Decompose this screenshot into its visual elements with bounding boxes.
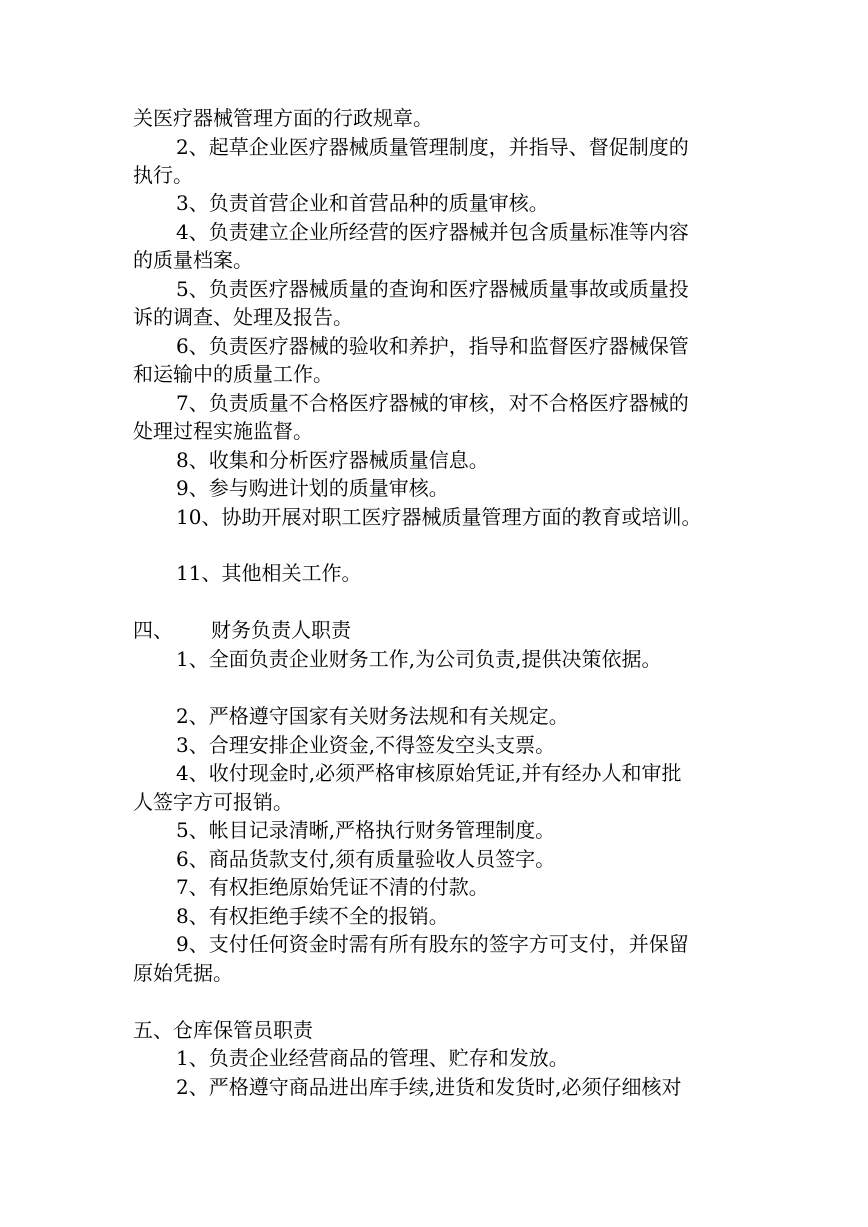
section3-item7-line2: 处理过程实施监督。 [133,419,313,443]
section3-item2-line1: 2、起草企业医疗器械质量管理制度，并指导、督促制度的 [176,135,689,159]
section4-item3: 3、合理安排企业资金,不得签发空头支票。 [176,733,556,757]
section3-item4-line1: 4、负责建立企业所经营的医疗器械并包含质量标准等内容 [176,220,689,244]
section3-item6-line1: 6、负责医疗器械的验收和养护，指导和监督医疗器械保管 [176,334,689,358]
section4-item1: 1、全面负责企业财务工作,为公司负责,提供决策依据。 [176,647,662,671]
section4-item7: 7、有权拒绝原始凭证不清的付款。 [176,875,489,899]
section5-item1: 1、负责企业经营商品的管理、贮存和发放。 [176,1046,569,1070]
section4-item4-line1: 4、收付现金时,必须严格审核原始凭证,并有经办人和审批 [176,761,682,785]
section3-item3: 3、负责首营企业和首营品种的质量审核。 [176,191,549,215]
section4-title: 财务负责人职责 [211,618,351,642]
section3-item11: 11、其他相关工作。 [176,561,362,585]
section3-item2-line2: 执行。 [133,163,193,187]
section4-item8: 8、有权拒绝手续不全的报销。 [176,904,449,928]
section3-item6-line2: 和运输中的质量工作。 [133,362,333,386]
section4-item2: 2、严格遵守国家有关财务法规和有关规定。 [176,704,569,728]
section5-item2-line1: 2、严格遵守商品进出库手续,进货和发货时,必须仔细核对 [176,1075,682,1099]
section4-number: 四、 [133,618,173,642]
section3-continuation: 关医疗器械管理方面的行政规章。 [133,106,433,130]
section4-item9-line1: 9、支付任何资金时需有所有股东的签字方可支付，并保留 [176,932,689,956]
section3-item10: 10、协助开展对职工医疗器械质量管理方面的教育或培训。 [176,505,702,529]
section4-item4-line2: 人签字方可报销。 [133,790,293,814]
section3-item7-line1: 7、负责质量不合格医疗器械的审核，对不合格医疗器械的 [176,391,689,415]
section3-item5-line2: 诉的调查、处理及报告。 [133,305,353,329]
section4-item9-line2: 原始凭据。 [133,961,233,985]
section5-heading: 五、仓库保管员职责 [133,1018,313,1042]
section3-item9: 9、参与购进计划的质量审核。 [176,476,449,500]
section3-item4-line2: 的质量档案。 [133,248,253,272]
section3-item8: 8、收集和分析医疗器械质量信息。 [176,448,489,472]
section3-item5-line1: 5、负责医疗器械质量的查询和医疗器械质量事故或质量投 [176,277,689,301]
section4-item5: 5、帐目记录清晰,严格执行财务管理制度。 [176,818,556,842]
section4-item6: 6、商品货款支付,须有质量验收人员签字。 [176,847,556,871]
section4-heading [133,616,351,644]
